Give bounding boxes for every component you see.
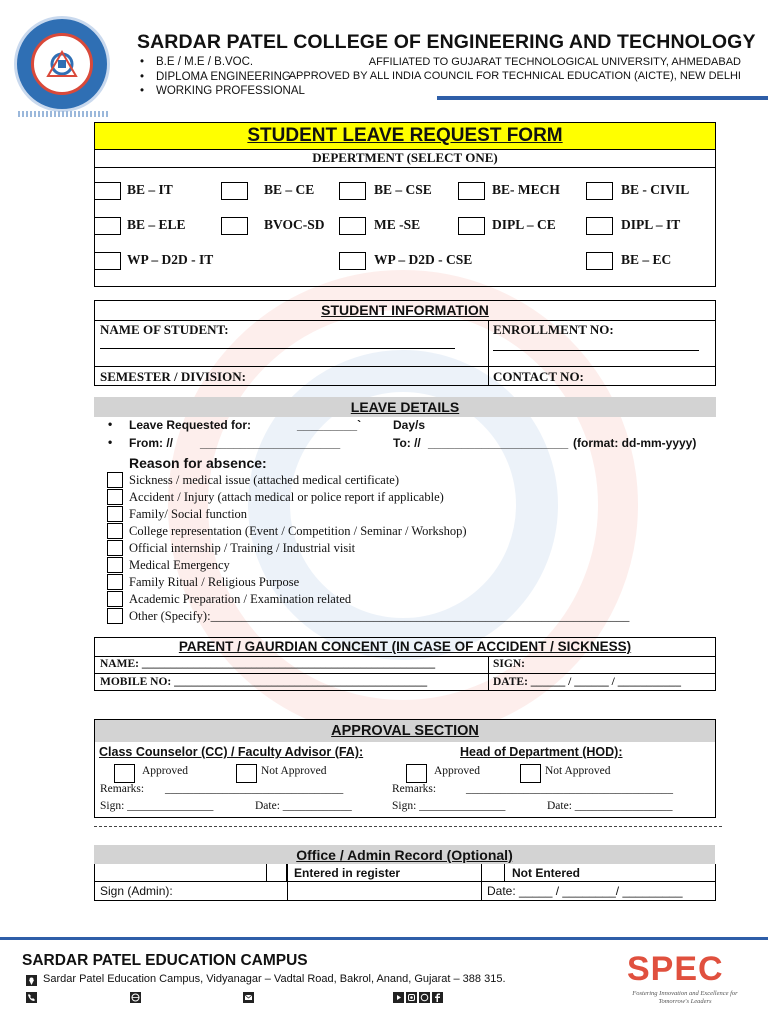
leave-details-heading: LEAVE DETAILS [94, 397, 716, 417]
instagram-icon[interactable] [406, 992, 417, 1003]
reason-checkbox-accident[interactable] [107, 489, 123, 505]
dept-label: DIPL – CE [492, 217, 556, 232]
enrollment-field[interactable] [493, 350, 699, 351]
reason-checkbox-college-rep[interactable] [107, 523, 123, 539]
facebook-icon[interactable] [432, 992, 443, 1003]
column-divider [481, 882, 482, 901]
hod-approved-checkbox[interactable] [406, 764, 427, 783]
dept-label: WP – D2D - IT [127, 252, 214, 267]
column-divider [488, 321, 489, 386]
dept-checkbox-be-ec[interactable] [586, 252, 613, 270]
cc-not-approved-checkbox[interactable] [236, 764, 257, 783]
dept-checkbox-wp-d2d-it[interactable] [94, 252, 121, 270]
location-icon [26, 975, 37, 986]
cc-approved-label: Approved [142, 765, 188, 777]
college-logo [14, 16, 110, 112]
dept-checkbox-be-ce[interactable] [221, 182, 248, 200]
dept-label: WP – D2D - CSE [374, 252, 473, 267]
reason-label: Medical Emergency [129, 558, 230, 572]
program-item: • B.E / M.E / B.VOC. [140, 55, 305, 70]
program-list [140, 55, 305, 99]
reason-label-other[interactable]: Other (Specify):___________________________________________________________________ [129, 609, 630, 623]
hod-not-approved-label: Not Approved [545, 765, 611, 777]
to-label: To: // [393, 436, 421, 450]
not-entered-checkbox[interactable] [481, 864, 505, 882]
reason-label: College representation (Event / Competition / Seminar / Workshop) [129, 524, 467, 538]
cc-approved-checkbox[interactable] [114, 764, 135, 783]
reason-checkbox-other[interactable] [107, 608, 123, 624]
footer-campus-name: SARDAR PATEL EDUCATION CAMPUS [22, 952, 308, 969]
dept-checkbox-be-ele[interactable] [94, 217, 121, 235]
logo-underline [18, 111, 110, 117]
cc-remarks-label: Remarks: [100, 783, 145, 795]
dept-checkbox-be-cse[interactable] [339, 182, 366, 200]
leave-requested-label: Leave Requested for: [129, 418, 252, 432]
dept-checkbox-dipl-ce[interactable] [458, 217, 485, 235]
cc-not-approved-label: Not Approved [261, 765, 327, 777]
dept-label: BE – ELE [127, 217, 186, 232]
dept-label: BE – CE [264, 182, 315, 197]
enrollment-label: ENROLLMENT NO: [493, 322, 614, 337]
reason-checkbox-family-social[interactable] [107, 506, 123, 522]
dept-label: BE – EC [621, 252, 672, 267]
dept-label: BVOC-SD [264, 217, 325, 232]
logo-emblem [31, 33, 93, 95]
reason-checkbox-internship[interactable] [107, 540, 123, 556]
dept-checkbox-me-se[interactable] [339, 217, 366, 235]
approval-text: APPROVED BY ALL INDIA COUNCIL FOR TECHNICAL EDUCATION (AICTE), NEW DELHI [288, 69, 741, 82]
row-divider [94, 366, 716, 367]
dept-label: BE – CSE [374, 182, 432, 197]
program-item: • WORKING PROFESSIONAL [140, 84, 305, 99]
dept-checkbox-dipl-it[interactable] [586, 217, 613, 235]
hod-approved-label: Approved [434, 765, 480, 777]
admin-date-field[interactable]: Date: _____ / ________/ _________ [487, 884, 683, 898]
header-accent-bar [437, 96, 768, 100]
dept-label: DIPL – IT [621, 217, 681, 232]
row-divider [94, 673, 716, 674]
not-entered-label: Not Entered [512, 866, 581, 880]
parent-sign-label: SIGN: [493, 658, 525, 670]
whatsapp-icon[interactable] [419, 992, 430, 1003]
cc-heading: Class Counselor (CC) / Faculty Advisor (FA): [99, 745, 364, 759]
entered-register-label: Entered in register [294, 866, 401, 880]
parent-consent-heading: PARENT / GAURDIAN CONCENT (IN CASE OF ACCIDENT / SICKNESS) [94, 637, 716, 657]
footer-accent-bar [0, 937, 768, 940]
reason-label: Family Ritual / Religious Purpose [129, 575, 300, 589]
affiliation-text: AFFILIATED TO GUJARAT TECHNOLOGICAL UNIVERSITY, AHMEDABAD [368, 56, 741, 68]
dept-label: BE – IT [127, 182, 173, 197]
reason-label: Official internship / Training / Industrial visit [129, 541, 356, 555]
mail-icon[interactable] [243, 992, 254, 1003]
hod-remarks-label: Remarks: [392, 783, 437, 795]
dept-checkbox-be-it[interactable] [94, 182, 121, 200]
cc-remarks-field[interactable]: _______________________________ [165, 783, 344, 795]
program-item: • DIPLOMA ENGINEERING [140, 70, 305, 85]
parent-name-field[interactable]: NAME: ___________________________________________________ [100, 658, 436, 670]
hod-not-approved-checkbox[interactable] [520, 764, 541, 783]
cc-sign-field[interactable]: Sign: _______________ [100, 800, 214, 812]
web-icon[interactable] [130, 992, 141, 1003]
from-date-field[interactable]: _____________________ [200, 436, 341, 450]
reason-label: Family/ Social function [129, 507, 248, 521]
office-record-heading: Office / Admin Record (Optional) [94, 845, 715, 864]
spec-tagline: Fostering Innovation and Excellence for Tomorrow's Leaders [632, 990, 738, 1005]
dept-checkbox-be-mech[interactable] [458, 182, 485, 200]
reason-label: Accident / Injury (attach medical or police report if applicable) [129, 490, 444, 504]
student-name-label: NAME OF STUDENT: [100, 322, 229, 337]
reason-label: Sickness / medical issue (attached medical certificate) [129, 473, 400, 487]
days-label: Day/s [393, 418, 426, 432]
youtube-icon[interactable] [393, 992, 404, 1003]
student-info-heading: STUDENT INFORMATION [94, 300, 716, 321]
from-label: From: // [129, 436, 173, 450]
student-name-field[interactable] [100, 348, 455, 349]
dept-label: BE- MECH [492, 182, 560, 197]
reason-checkbox-sickness[interactable] [107, 472, 123, 488]
semester-label: SEMESTER / DIVISION: [100, 369, 246, 384]
hod-heading: Head of Department (HOD): [460, 745, 623, 759]
cut-line [94, 826, 722, 827]
hod-sign-field[interactable]: Sign: _______________ [392, 800, 506, 812]
to-date-field[interactable]: _____________________ [428, 436, 569, 450]
dept-label: ME -SE [374, 217, 421, 232]
dept-checkbox-bvoc-sd[interactable] [221, 217, 248, 235]
college-name: SARDAR PATEL COLLEGE OF ENGINEERING AND TECHNOLOGY [137, 31, 756, 53]
parent-date-field[interactable]: DATE: ______ / ______ / ___________ [493, 676, 681, 688]
parent-mobile-field[interactable]: MOBILE NO: ____________________________________________ [100, 676, 428, 688]
dept-checkbox-wp-d2d-cse[interactable] [339, 252, 366, 270]
row-divider [94, 881, 716, 882]
department-heading: DEPERTMENT (SELECT ONE) [94, 150, 716, 168]
contact-label: CONTACT NO: [493, 369, 584, 384]
footer-address: Sardar Patel Education Campus, Vidyanagar – Vadtal Road, Bakrol, Anand, Gujarat – 388 315. [43, 973, 506, 985]
hod-date-field[interactable]: Date: _________________ [547, 800, 673, 812]
column-divider [488, 657, 489, 691]
column-divider [287, 864, 288, 901]
reason-heading: Reason for absence: [129, 455, 267, 471]
gear-tools-icon [34, 36, 90, 92]
dept-label: BE - CIVIL [621, 182, 690, 197]
phone-icon[interactable] [26, 992, 37, 1003]
reason-checkbox-academic[interactable] [107, 591, 123, 607]
bullet: • [108, 435, 113, 449]
leave-days-field[interactable]: _________` [297, 418, 362, 432]
bullet: • [108, 417, 113, 431]
admin-sign-label: Sign (Admin): [100, 884, 173, 898]
form-title: STUDENT LEAVE REQUEST FORM [94, 122, 716, 150]
affiliation-block [289, 56, 741, 83]
reason-checkbox-medical-emergency[interactable] [107, 557, 123, 573]
cc-date-field[interactable]: Date: ____________ [255, 800, 352, 812]
hod-remarks-field[interactable]: ____________________________________ [466, 783, 673, 795]
spec-logo: SPEC [627, 950, 724, 988]
reason-label: Academic Preparation / Examination related [129, 592, 352, 606]
approval-heading: APPROVAL SECTION [95, 720, 715, 742]
reason-checkbox-family-ritual[interactable] [107, 574, 123, 590]
dept-checkbox-be-civil[interactable] [586, 182, 613, 200]
entered-register-checkbox[interactable] [266, 864, 287, 882]
date-format-hint: (format: dd-mm-yyyy) [573, 436, 697, 450]
